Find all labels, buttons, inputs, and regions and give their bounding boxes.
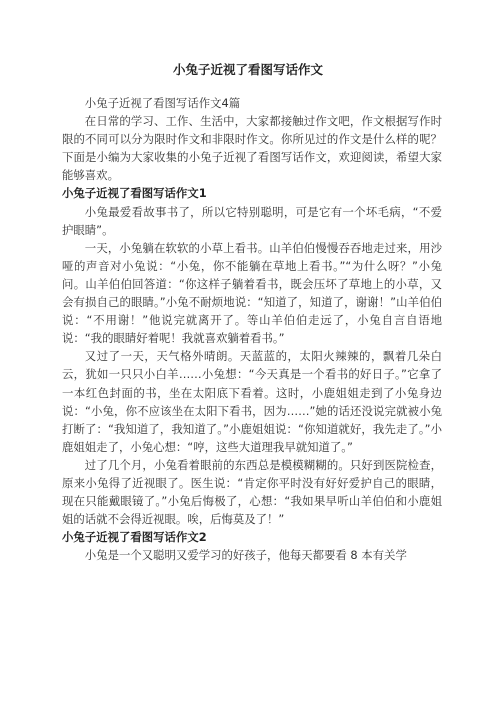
section-2-title: 小兔子近视了看图写话作文2	[62, 530, 207, 545]
heading-line: 小兔子近视了看图写话作文4篇	[84, 96, 241, 110]
section-1-paragraph-3: 又过了一天，天气格外晴朗。天蓝蓝的，太阳火辣辣的，飘着几朵白云，犹如一只只小白羊……小兔想：“今天真是一个看书的好日子。”它拿了一本红色封面的书，坐在太阳底下看着。这时，小鹿姐姐走到了小兔身边说：“小兔，你不应该坐在太阳下看书，因为……”她的话还没说完就被小兔打断了：“我知道了，我知道了。”小鹿姐姐说：“你知道就好，我先走了。”小鹿姐姐走了，小兔心想：“哼，这些大道理我早就知道了。”	[62, 349, 442, 454]
article-body	[62, 94, 442, 564]
section-2-paragraph-1: 小兔是一个又聪明又爱学习的好孩子，他每天都要看 8 本有关学	[84, 548, 407, 563]
section-1-paragraph-2: 一天，小兔躺在软软的小草上看书。山羊伯伯慢慢吞吞地走过来，用沙哑的声音对小兔说：“小兔，你不能躺在草地上看书。”“为什么呀？”小兔问。山羊伯伯回答道：“你这样子躺着看书，既会压坏了草地上的小草，又会有损自己的眼睛。”小兔不耐烦地说：“知道了，知道了，谢谢！”山羊伯伯说：“不用谢！”他说完就离开了。等山羊伯伯走远了，小兔自言自语地说：“我的眼睛好着呢！我就喜欢躺着看书。”	[62, 240, 442, 346]
intro-paragraph: 在日常的学习、工作、生活中，大家都接触过作文吧，作文根据写作时限的不同可以分为限时作文和非限时作文。你所见过的作文是什么样的呢？下面是小编为大家收集的小兔子近视了看图写话作文，欢迎阅读，希望大家能够喜欢。	[62, 114, 442, 183]
page-title: 小兔子近视了看图写话作文	[172, 62, 323, 77]
section-1-title: 小兔子近视了看图写话作文1	[62, 186, 207, 201]
section-1-paragraph-4: 过了几个月，小兔看着眼前的东西总是模模糊糊的。只好到医院检查，原来小兔得了近视眼了。医生说：“肯定你平时没有好好爱护自己的眼睛，现在只能戴眼镜了。”小兔后悔极了，心想：“我如果早听山羊伯伯和小鹿姐姐的话就不会得近视眼。唉，后悔莫及了！”	[62, 457, 442, 527]
section-1-paragraph-1: 小兔最爱看故事书了，所以它特别聪明，可是它有一个坏毛病，“不爱护眼睛”。	[62, 204, 442, 237]
